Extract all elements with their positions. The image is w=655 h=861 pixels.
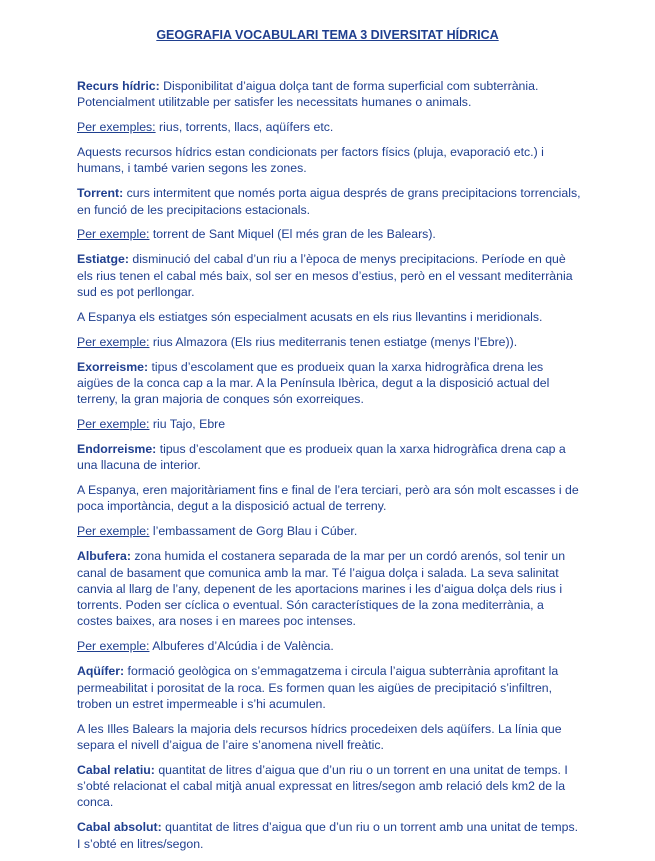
paragraph-text: A les Illes Balears la majoria dels recursos hídrics procedeixen dels aqüífers. La línia que separa el nivell d’aigua de l’aire s’anomena nivell freàtic. <box>77 721 562 752</box>
term-label: Aqüífer: <box>77 664 125 679</box>
example-label: Per exemple: <box>77 524 150 539</box>
note-paragraph <box>77 309 582 325</box>
document-body <box>77 78 582 861</box>
paragraph-text: A Espanya, eren majoritàriament fins e final de l’era terciari, però ara són molt escasses i de poca importància, degut a la disposició actual de terreny. <box>77 483 579 514</box>
paragraph-text: torrent de Sant Miquel (El més gran de les Balears). <box>149 227 436 242</box>
paragraph-text: riu Tajo, Ebre <box>149 417 226 432</box>
example-paragraph <box>77 334 582 350</box>
paragraph-text: zona humida el costanera separada de la mar per un cordó arenós, sol tenir un canal de basament que comunica amb la mar. Té l’aigua dolça i salada. La seva salinitat canvia al llarg de l’any, depenent de les aportacions marines i les d’aigua dolça dels rius i torrents. Poden ser cíclica o eventual. Són característiques de la zona mediterrània, a costes baixes, ara noses i en marees poc intenses. <box>77 549 566 629</box>
definition-paragraph <box>77 78 582 111</box>
definition-paragraph <box>77 819 582 852</box>
example-label: Per exemple: <box>77 639 150 654</box>
paragraph-text: quantitat de litres d’aigua que d’un riu o un torrent en una unitat de temps. I s’obté relacionat el cabal mitjà anual expressat en litres/segon amb relació dels km2 de la conca. <box>77 762 568 810</box>
example-label: Per exemple: <box>77 227 150 242</box>
paragraph-text: quantitat de litres d’aigua que d’un riu o un torrent amb una unitat de temps. I s’obté en litres/segon. <box>77 820 579 851</box>
paragraph-text: curs intermitent que només porta aigua després de grans precipitacions torrencials, en funció de les precipitacions estacionals. <box>77 186 581 217</box>
example-paragraph <box>77 638 582 654</box>
paragraph-text: rius, torrents, llacs, aqüífers etc. <box>155 120 334 135</box>
definition-paragraph <box>77 762 582 811</box>
paragraph-text: A Espanya els estiatges són especialment acusats en els rius llevantins i meridionals. <box>77 309 543 324</box>
example-paragraph <box>77 416 582 432</box>
paragraph-text: formació geològica on s’emmagatzema i circula l’aigua subterrània aprofitant la permeabilitat i porositat de la roca. Es formen quan les aigües de precipitació s’infiltren, troben un estret impermeable i s’hi acumulen. <box>77 664 559 711</box>
paragraph-text: l’embassament de Gorg Blau i Cúber. <box>149 524 358 539</box>
note-paragraph <box>77 144 582 177</box>
term-label: Cabal absolut: <box>77 820 162 835</box>
term-label: Estiatge: <box>77 252 129 267</box>
document-title: GEOGRAFIA VOCABULARI TEMA 3 DIVERSITAT HÍDRICA <box>156 28 499 42</box>
term-label: Albufera: <box>77 549 131 564</box>
note-paragraph <box>77 482 582 515</box>
paragraph-text: Aquests recursos hídrics estan condicionats per factors físics (pluja, evaporació etc.) i humans, i també varien segons les zones. <box>77 145 544 176</box>
term-label: Exorreisme: <box>77 359 149 374</box>
paragraph-text: tipus d’escolament que es produeix quan la xarxa hidrogràfica drena cap a una llacuna de interior. <box>77 441 566 473</box>
example-label: Per exemples: <box>77 120 156 135</box>
example-paragraph <box>77 226 582 242</box>
definition-paragraph <box>77 185 582 218</box>
note-paragraph <box>77 721 582 754</box>
example-label: Per exemple: <box>77 334 150 349</box>
example-paragraph <box>77 523 582 539</box>
term-label: Recurs hídric: <box>77 79 160 93</box>
definition-paragraph <box>77 359 582 408</box>
paragraph-text: tipus d’escolament que es produeix quan la xarxa hidrogràfica drena les aigües de la conca cap a la mar. A la Península Ibèrica, degut a la disposició actual del terreny, la gran majoria de conques són exorreiques. <box>77 359 550 407</box>
term-label: Cabal relatiu: <box>77 762 155 777</box>
definition-paragraph <box>77 251 582 300</box>
paragraph-text: rius Almazora (Els rius mediterranis tenen estiatge (menys l’Ebre)). <box>149 334 518 349</box>
paragraph-text: Disponibilitat d’aigua dolça tant de forma superficial com subterrània. Potencialment utilitzable per satisfer les necessitats humanes o animals. <box>77 79 539 110</box>
definition-paragraph <box>77 663 582 712</box>
definition-paragraph <box>77 441 582 474</box>
term-label: Endorreisme: <box>77 441 157 456</box>
paragraph-text: disminució del cabal d’un riu a l’època de menys precipitacions. Període en què els rius tenen el cabal més baix, sol ser en mesos d’estius, però en el vessant mediterrània sud es pot perllongar. <box>77 252 573 299</box>
term-label: Torrent: <box>77 186 124 201</box>
example-paragraph <box>77 119 582 135</box>
paragraph-text: Albuferes d’Alcúdia i de València. <box>149 639 334 654</box>
definition-paragraph <box>77 548 582 629</box>
example-label: Per exemple: <box>77 417 150 432</box>
